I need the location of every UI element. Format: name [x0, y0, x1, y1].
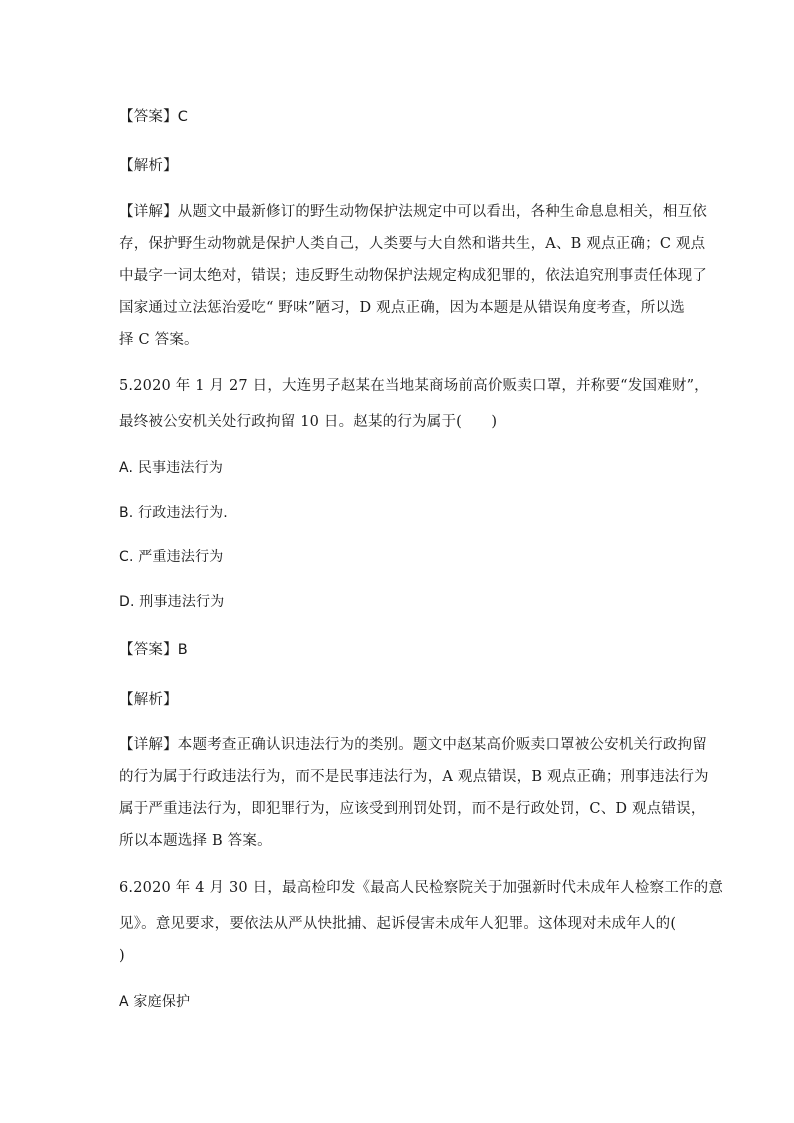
q5-option-c: C. 严重违法行为 — [119, 549, 224, 565]
q5-option-a: A. 民事违法行为 — [119, 460, 224, 476]
q4-analysis-label: 【解析】 — [119, 158, 178, 174]
q5-option-b: B. 行政违法行为. — [119, 505, 228, 521]
q5-answer: 【答案】B — [119, 642, 188, 658]
q5-detail-line: 的行为属于行政违法行为，而不是民事违法行为，A 观点错误，B 观点正确；刑事违法行为 — [119, 769, 709, 785]
q6-stem-line: ) — [119, 948, 125, 964]
q6-stem-line: 见》。意见要求，要依法从严从快批捕、起诉侵害未成年人犯罪。这体现对未成年人的( — [119, 916, 677, 932]
q4-detail-line: 存，保护野生动物就是保护人类自己，人类要与大自然和谐共生，A、B 观点正确；C 观点 — [119, 236, 706, 252]
q5-detail-line: 【详解】本题考查正确认识违法行为的类别。题文中赵某高价贩卖口罩被公安机关行政拘留 — [119, 737, 707, 753]
q4-detail-line: 【详解】从题文中最新修订的野生动物保护法规定中可以看出，各种生命息息相关，相互依 — [119, 204, 707, 220]
q4-detail-line: 中最字一词太绝对，错误；违反野生动物保护法规定构成犯罪的，依法追究刑事责任体现了 — [119, 268, 707, 284]
q5-analysis-label: 【解析】 — [119, 692, 178, 708]
q6-stem-line: 6.2020 年 4 月 30 日，最高检印发《最高人民检察院关于加强新时代未成年人检察工作的意 — [119, 880, 724, 896]
q5-stem-line: 5.2020 年 1 月 27 日，大连男子赵某在当地某商场前高价贩卖口罩，并称要“发国难财”， — [119, 378, 709, 394]
q5-option-d: D. 刑事违法行为 — [119, 594, 225, 610]
q5-detail-line: 属于严重违法行为，即犯罪行为，应该受到刑罚处罚，而不是行政处罚，C、D 观点错误， — [119, 801, 706, 817]
q6-option-a: A 家庭保护 — [119, 994, 191, 1010]
q5-stem-line: 最终被公安机关处行政拘留 10 日。赵某的行为属于( ) — [119, 414, 498, 430]
q5-detail-line: 所以本题选择 B 答案。 — [119, 833, 272, 849]
q4-detail-line: 国家通过立法惩治爱吃“ 野味”陋习，D 观点正确，因为本题是从错误角度考查，所以选 — [119, 300, 685, 316]
q4-answer: 【答案】C — [119, 109, 189, 125]
q4-detail-line: 择 C 答案。 — [119, 332, 199, 348]
